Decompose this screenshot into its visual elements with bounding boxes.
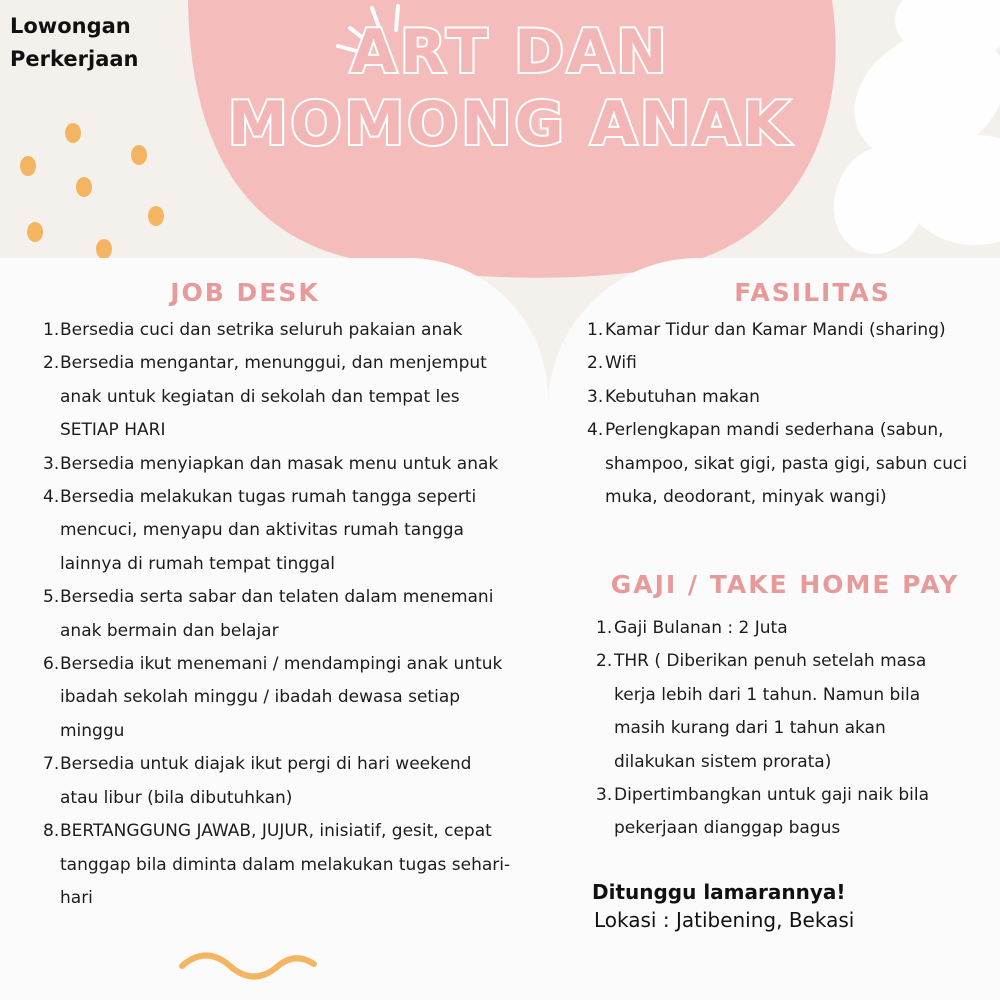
list-item <box>43 481 513 581</box>
list-item <box>587 347 987 380</box>
list-item <box>587 381 987 414</box>
page-title <box>190 16 830 160</box>
list-item-text: Bersedia mengantar, menunggui, dan menjemput anak untuk kegiatan di sekolah dan tempat les SETIAP HARI <box>60 353 487 441</box>
fasilitas-list <box>587 314 987 514</box>
corner-label-line1: Lowongan <box>10 14 131 38</box>
list-item <box>43 581 513 648</box>
list-item-number: 8. <box>43 821 60 842</box>
list-item-number: 3. <box>587 386 604 407</box>
list-item-text: Gaji Bulanan : 2 Juta <box>614 618 788 638</box>
job-desk-list <box>43 314 513 915</box>
list-item-text: Dipertimbangkan untuk gaji naik bila pekerjaan dianggap bagus <box>614 785 930 839</box>
list-item-number: 2. <box>587 353 604 374</box>
job-desk-title: JOB DESK <box>170 278 320 307</box>
list-item-text: Bersedia ikut menemani / mendampingi anak untuk ibadah sekolah minggu / ibadah dewasa setiap minggu <box>60 654 503 741</box>
list-item <box>43 648 513 748</box>
list-item-number: 4. <box>43 487 60 508</box>
page-title-line2: MOMONG ANAK <box>227 89 793 159</box>
list-item <box>43 314 513 347</box>
list-item-number: 1. <box>596 618 613 638</box>
list-item <box>596 645 956 779</box>
list-item-text: Bersedia serta sabar dan telaten dalam menemani anak bermain dan belajar <box>60 587 494 641</box>
list-item-number: 7. <box>43 754 60 775</box>
closing-headline: Ditunggu lamarannya! <box>592 880 846 904</box>
list-item-text: Bersedia untuk diajak ikut pergi di hari weekend atau libur (bila dibutuhkan) <box>60 754 472 808</box>
list-item-number: 2. <box>596 651 613 672</box>
list-item-text: Wifi <box>605 353 637 374</box>
list-item <box>43 748 513 815</box>
list-item-text: Bersedia menyiapkan dan masak menu untuk anak <box>60 453 499 474</box>
list-item-number: 5. <box>43 587 60 608</box>
dot-pattern <box>20 123 164 259</box>
list-item-text: Perlengkapan mandi sederhana (sabun, shampoo, sikat gigi, pasta gigi, sabun cuci muka, deodorant, minyak wangi) <box>605 420 968 508</box>
list-item-text: Kamar Tidur dan Kamar Mandi (sharing) <box>605 320 946 340</box>
corner-label <box>10 10 138 76</box>
list-item <box>43 448 513 481</box>
closing-location: Lokasi : Jatibening, Bekasi <box>594 908 855 932</box>
corner-label-line2: Perkerjaan <box>10 47 139 71</box>
list-item-text: THR ( Diberikan penuh setelah masa kerja lebih dari 1 tahun. Namun bila masih kurang dari 1 tahun akan dilakukan sistem prorata) <box>614 651 927 772</box>
list-item <box>43 347 513 447</box>
flower-decor <box>819 0 1000 267</box>
list-item <box>587 314 987 347</box>
list-item-number: 3. <box>596 785 613 806</box>
list-item-number: 6. <box>43 654 60 675</box>
list-item-number: 1. <box>587 320 604 340</box>
gaji-title: GAJI / TAKE HOME PAY <box>610 570 960 599</box>
list-item <box>587 414 987 514</box>
list-item-number: 1. <box>43 320 60 340</box>
list-item-text: Bersedia melakukan tugas rumah tangga seperti mencuci, menyapu dan aktivitas rumah tangga lainnya di rumah tempat tinggal <box>60 487 477 574</box>
list-item-number: 3. <box>43 453 60 474</box>
list-item-number: 2. <box>43 353 60 374</box>
gaji-list <box>596 612 956 846</box>
list-item <box>43 815 513 915</box>
page-title-line1: ART DAN <box>350 17 670 87</box>
fasilitas-title: FASILITAS <box>734 278 891 307</box>
list-item-text: Bersedia cuci dan setrika seluruh pakaian anak <box>60 320 463 340</box>
list-item-number: 4. <box>587 420 604 441</box>
list-item-text: BERTANGGUNG JAWAB, JUJUR, inisiatif, gesit, cepat tanggap bila diminta dalam melakukan tugas sehari-hari <box>60 821 511 908</box>
list-item <box>596 612 956 645</box>
list-item <box>596 779 956 846</box>
list-item-text: Kebutuhan makan <box>605 386 760 407</box>
